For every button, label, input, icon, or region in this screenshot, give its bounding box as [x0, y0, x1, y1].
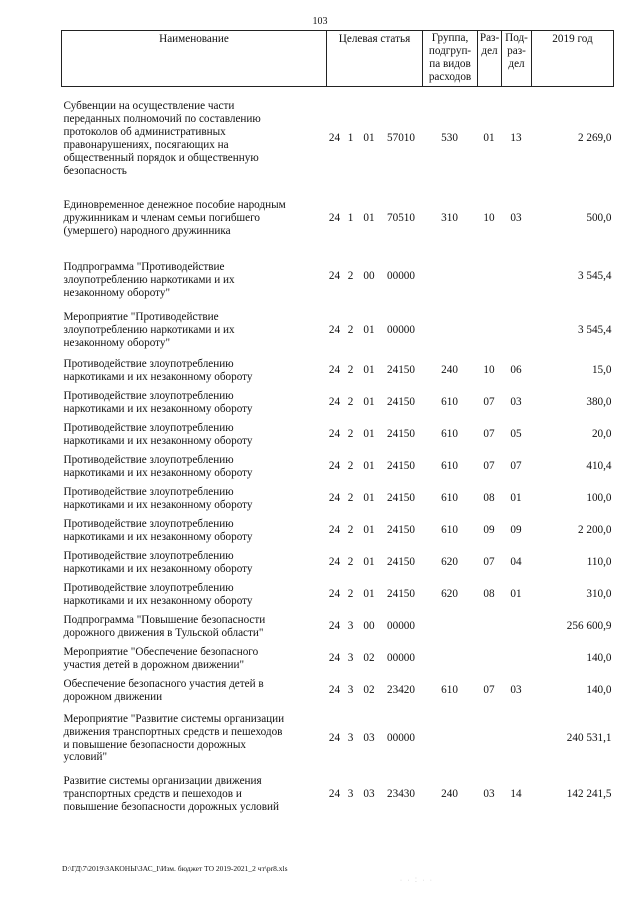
target-item-part-2: 3: [347, 652, 354, 665]
section-code: 01: [483, 132, 495, 145]
row-name-line: наркотиками и их незаконному обороту: [63, 466, 253, 479]
target-item-part-1: 24: [328, 270, 341, 283]
row-name-line: Обеспечение безопасного участия детей в: [63, 677, 264, 690]
subsection-code: [502, 643, 532, 675]
row-name-line: Противодействие злоупотреблению: [63, 581, 234, 594]
header-subsection: [502, 31, 532, 87]
amount-2019: 2 200,0: [577, 524, 612, 537]
target-item-part-3: 02: [363, 652, 375, 665]
table-row: [62, 451, 614, 483]
section-code: 08: [483, 492, 495, 505]
target-item-part-4: 00000: [387, 732, 415, 745]
budget-table: [61, 30, 614, 819]
table-row: [62, 547, 614, 579]
target-item-part-2: 2: [347, 270, 354, 283]
target-item-part-1: 24: [328, 396, 341, 409]
row-name-line: наркотиками и их незаконному обороту: [63, 434, 253, 447]
target-item-part-3: 01: [363, 588, 375, 601]
header-subsection-line: Под-: [505, 32, 528, 44]
target-item-part-2: 3: [347, 788, 354, 801]
scan-noise: · · ⁚ · ·: [400, 878, 434, 884]
row-name: [62, 579, 327, 611]
amount-2019: 3 545,4: [577, 324, 612, 337]
subsection-code: [502, 611, 532, 643]
target-item-part-2: 1: [347, 212, 354, 225]
header-group-line: подгруп-: [428, 45, 472, 57]
subsection-code: 14: [510, 788, 522, 801]
section-code: 07: [483, 428, 495, 441]
section-code: 07: [483, 684, 495, 697]
header-name: Наименование: [62, 31, 327, 87]
row-name-line: правонарушениях, посягающих на: [63, 138, 229, 151]
table-row: [62, 419, 614, 451]
table-row: [62, 191, 614, 247]
target-item-part-1: 24: [328, 524, 341, 537]
row-name: [62, 643, 327, 675]
section-code: [478, 247, 502, 307]
target-item-part-2: 3: [347, 620, 354, 633]
amount-2019: 100,0: [586, 492, 612, 505]
target-item-part-1: 24: [328, 732, 341, 745]
table-row: [62, 515, 614, 547]
header-section: [478, 31, 502, 87]
expense-group: [423, 611, 478, 643]
target-item-part-1: 24: [328, 324, 341, 337]
row-name-line: участия детей в дорожном движении": [63, 658, 245, 671]
target-item-part-4: 24150: [387, 428, 415, 441]
target-item-part-2: 2: [347, 556, 354, 569]
section-code: 10: [483, 364, 495, 377]
expense-group: [423, 643, 478, 675]
amount-2019: 142 241,5: [566, 788, 612, 801]
subsection-code: 13: [510, 132, 522, 145]
target-item-part-4: 24150: [387, 588, 415, 601]
expense-group: 620: [441, 588, 458, 601]
target-item-part-4: 24150: [387, 460, 415, 473]
target-item-part-1: 24: [328, 132, 341, 145]
row-name-line: наркотиками и их незаконному обороту: [63, 594, 253, 607]
table-row: [62, 387, 614, 419]
row-name: [62, 387, 327, 419]
expense-group: 620: [441, 556, 458, 569]
target-item-part-3: 02: [363, 684, 375, 697]
row-name-line: переданных полномочий по составлению: [63, 112, 261, 125]
row-name-line: движения транспортных средств и пешеходов: [63, 725, 283, 738]
amount-2019: 140,0: [586, 652, 612, 665]
subsection-code: [502, 307, 532, 355]
section-code: 08: [483, 588, 495, 601]
section-code: 07: [483, 556, 495, 569]
target-item-part-2: 2: [347, 460, 354, 473]
target-item-part-1: 24: [328, 212, 341, 225]
subsection-code: 01: [510, 492, 522, 505]
target-item-part-3: 01: [363, 524, 375, 537]
subsection-code: 03: [510, 212, 522, 225]
subsection-code: 04: [510, 556, 522, 569]
table-body: [62, 87, 614, 819]
header-group: [423, 31, 478, 87]
expense-group: [423, 247, 478, 307]
target-item-part-2: 2: [347, 524, 354, 537]
row-name-line: Мероприятие "Развитие системы организации: [63, 712, 285, 725]
row-name-line: Развитие системы организации движения: [63, 775, 262, 788]
target-item-part-4: 24150: [387, 364, 415, 377]
row-name-line: незаконному обороту": [63, 336, 171, 349]
row-name-line: Мероприятие "Противодействие: [63, 311, 219, 324]
table-row: [62, 247, 614, 307]
row-name: [62, 191, 327, 247]
target-item-part-3: 01: [363, 364, 375, 377]
row-name-line: общественный порядок и общественную: [63, 151, 259, 164]
target-item-part-2: 1: [347, 132, 354, 145]
amount-2019: 2 269,0: [577, 132, 612, 145]
expense-group: 610: [441, 460, 458, 473]
expense-group: 610: [441, 684, 458, 697]
section-code: 10: [483, 212, 495, 225]
expense-group: 240: [441, 788, 458, 801]
target-item-part-4: 23430: [387, 788, 415, 801]
table-row: [62, 579, 614, 611]
file-path: D:\ГД\7\2019\ЗАКОНЫ\ЗАС_I\Изм. бюджет ТО 2019-2021_2 чт\pr8.xls: [62, 864, 288, 873]
row-name-line: Мероприятие "Обеспечение безопасного: [63, 645, 259, 658]
expense-group: 610: [441, 428, 458, 441]
row-name-line: безопасность: [63, 164, 127, 177]
row-name-line: Подпрограмма "Повышение безопасности: [63, 613, 266, 626]
row-name: [62, 419, 327, 451]
amount-2019: 240 531,1: [566, 732, 612, 745]
row-name-line: наркотиками и их незаконному обороту: [63, 562, 253, 575]
amount-2019: 20,0: [591, 428, 612, 441]
target-item-part-1: 24: [328, 652, 341, 665]
row-name-line: Противодействие злоупотреблению: [63, 517, 234, 530]
target-item-part-1: 24: [328, 428, 341, 441]
expense-group: 240: [441, 364, 458, 377]
amount-2019: 380,0: [586, 396, 612, 409]
target-item-part-3: 01: [363, 324, 375, 337]
header-subsection-line: раз-: [507, 45, 526, 57]
amount-2019: 500,0: [586, 212, 612, 225]
target-item-part-4: 00000: [387, 620, 415, 633]
section-code: 07: [483, 396, 495, 409]
target-item-part-1: 24: [328, 684, 341, 697]
header-group-line: расходов: [428, 71, 472, 83]
target-item-part-4: 70510: [387, 212, 415, 225]
target-item-part-3: 03: [363, 732, 375, 745]
target-item-part-1: 24: [328, 556, 341, 569]
row-name-line: протоколов об административных: [63, 125, 226, 138]
row-name: [62, 515, 327, 547]
expense-group: [423, 707, 478, 771]
row-name: [62, 675, 327, 707]
row-name: [62, 451, 327, 483]
section-code: 07: [483, 460, 495, 473]
target-item-part-4: 00000: [387, 324, 415, 337]
target-item-part-2: 3: [347, 684, 354, 697]
target-item-part-4: 24150: [387, 492, 415, 505]
amount-2019: 15,0: [591, 364, 612, 377]
header-subsection-line: дел: [508, 58, 525, 70]
row-name-line: Подпрограмма "Противодействие: [63, 261, 225, 274]
subsection-code: 06: [510, 364, 522, 377]
row-name: [62, 547, 327, 579]
row-name-line: Противодействие злоупотреблению: [63, 357, 234, 370]
row-name: [62, 611, 327, 643]
target-item-part-2: 2: [347, 428, 354, 441]
target-item-part-3: 01: [363, 428, 375, 441]
table-row: [62, 707, 614, 771]
subsection-code: [502, 247, 532, 307]
target-item-part-1: 24: [328, 788, 341, 801]
row-name: [62, 483, 327, 515]
target-item-part-1: 24: [328, 588, 341, 601]
target-item-part-3: 01: [363, 460, 375, 473]
amount-2019: 3 545,4: [577, 270, 612, 283]
target-item-part-1: 24: [328, 620, 341, 633]
expense-group: [423, 307, 478, 355]
target-item-part-3: 03: [363, 788, 375, 801]
row-name-line: и повышение безопасности дорожных: [63, 738, 247, 751]
row-name-line: дорожного движения в Тульской области": [63, 626, 264, 639]
table-row: [62, 771, 614, 819]
amount-2019: 310,0: [586, 588, 612, 601]
header-section-line: Раз-: [479, 32, 500, 44]
target-item-part-1: 24: [328, 492, 341, 505]
subsection-code: 03: [510, 684, 522, 697]
row-name-line: Единовременное денежное пособие народным: [63, 199, 286, 212]
target-item-part-2: 2: [347, 588, 354, 601]
table-row: [62, 675, 614, 707]
row-name: [62, 771, 327, 819]
target-item-part-2: 3: [347, 732, 354, 745]
row-name-line: (умершего) народного дружинника: [63, 224, 231, 237]
target-item-part-3: 01: [363, 212, 375, 225]
page-number: 103: [312, 16, 328, 27]
row-name-line: дружинникам и членам семьи погибшего: [63, 212, 261, 225]
row-name-line: Противодействие злоупотреблению: [63, 453, 234, 466]
row-name: [62, 247, 327, 307]
row-name-line: Противодействие злоупотреблению: [63, 421, 234, 434]
expense-group: 610: [441, 524, 458, 537]
row-name-line: дорожном движении: [63, 690, 163, 703]
subsection-code: 03: [510, 396, 522, 409]
row-name-line: наркотиками и их незаконному обороту: [63, 498, 253, 511]
target-item-part-3: 01: [363, 492, 375, 505]
row-name-line: злоупотреблению наркотиками и их: [63, 274, 235, 287]
row-name-line: Противодействие злоупотреблению: [63, 549, 234, 562]
target-item-part-4: 24150: [387, 556, 415, 569]
row-name-line: Противодействие злоупотреблению: [63, 485, 234, 498]
row-name-line: незаконному обороту": [63, 286, 171, 299]
table-header-row: [62, 31, 614, 87]
row-name-line: злоупотреблению наркотиками и их: [63, 324, 235, 337]
row-name: [62, 307, 327, 355]
expense-group: 310: [441, 212, 458, 225]
table-row: [62, 611, 614, 643]
header-group-line: Группа,: [431, 32, 469, 44]
header-section-line: дел: [481, 45, 498, 57]
target-item-part-2: 2: [347, 364, 354, 377]
table-row: [62, 87, 614, 191]
section-code: 03: [483, 788, 495, 801]
expense-group: 530: [441, 132, 458, 145]
subsection-code: 01: [510, 588, 522, 601]
row-name: [62, 87, 327, 191]
table-row: [62, 355, 614, 387]
target-item-part-2: 2: [347, 396, 354, 409]
target-item-part-4: 24150: [387, 396, 415, 409]
table-row: [62, 483, 614, 515]
target-item-part-1: 24: [328, 460, 341, 473]
row-name-line: условий": [63, 751, 108, 764]
row-name-line: наркотиками и их незаконному обороту: [63, 370, 253, 383]
subsection-code: [502, 707, 532, 771]
row-name-line: наркотиками и их незаконному обороту: [63, 530, 253, 543]
row-name-line: Субвенции на осуществление части: [63, 100, 235, 113]
target-item-part-4: 23420: [387, 684, 415, 697]
target-item-part-3: 00: [363, 620, 375, 633]
section-code: [478, 307, 502, 355]
section-code: 09: [483, 524, 495, 537]
target-item-part-2: 2: [347, 492, 354, 505]
amount-2019: 410,4: [586, 460, 612, 473]
expense-group: 610: [441, 396, 458, 409]
target-item-part-2: 2: [347, 324, 354, 337]
header-target-item: Целевая статья: [327, 31, 423, 87]
row-name-line: наркотиками и их незаконному обороту: [63, 402, 253, 415]
row-name-line: Противодействие злоупотреблению: [63, 389, 234, 402]
row-name-line: транспортных средств и пешеходов и: [63, 788, 242, 801]
header-year: 2019 год: [532, 31, 614, 87]
target-item-part-4: 57010: [387, 132, 415, 145]
section-code: [478, 707, 502, 771]
subsection-code: 07: [510, 460, 522, 473]
target-item-part-3: 01: [363, 396, 375, 409]
target-item-part-4: 00000: [387, 652, 415, 665]
header-group-line: па видов: [429, 58, 471, 70]
section-code: [478, 611, 502, 643]
target-item-part-4: 24150: [387, 524, 415, 537]
expense-group: 610: [441, 492, 458, 505]
table-row: [62, 307, 614, 355]
row-name: [62, 707, 327, 771]
section-code: [478, 643, 502, 675]
amount-2019: 256 600,9: [566, 620, 612, 633]
subsection-code: 09: [510, 524, 522, 537]
table-row: [62, 643, 614, 675]
target-item-part-3: 00: [363, 270, 375, 283]
subsection-code: 05: [510, 428, 522, 441]
target-item-part-3: 01: [363, 132, 375, 145]
target-item-part-3: 01: [363, 556, 375, 569]
target-item-part-4: 00000: [387, 270, 415, 283]
amount-2019: 140,0: [586, 684, 612, 697]
target-item-part-1: 24: [328, 364, 341, 377]
row-name-line: повышение безопасности дорожных условий: [63, 800, 280, 813]
row-name: [62, 355, 327, 387]
amount-2019: 110,0: [586, 556, 612, 569]
